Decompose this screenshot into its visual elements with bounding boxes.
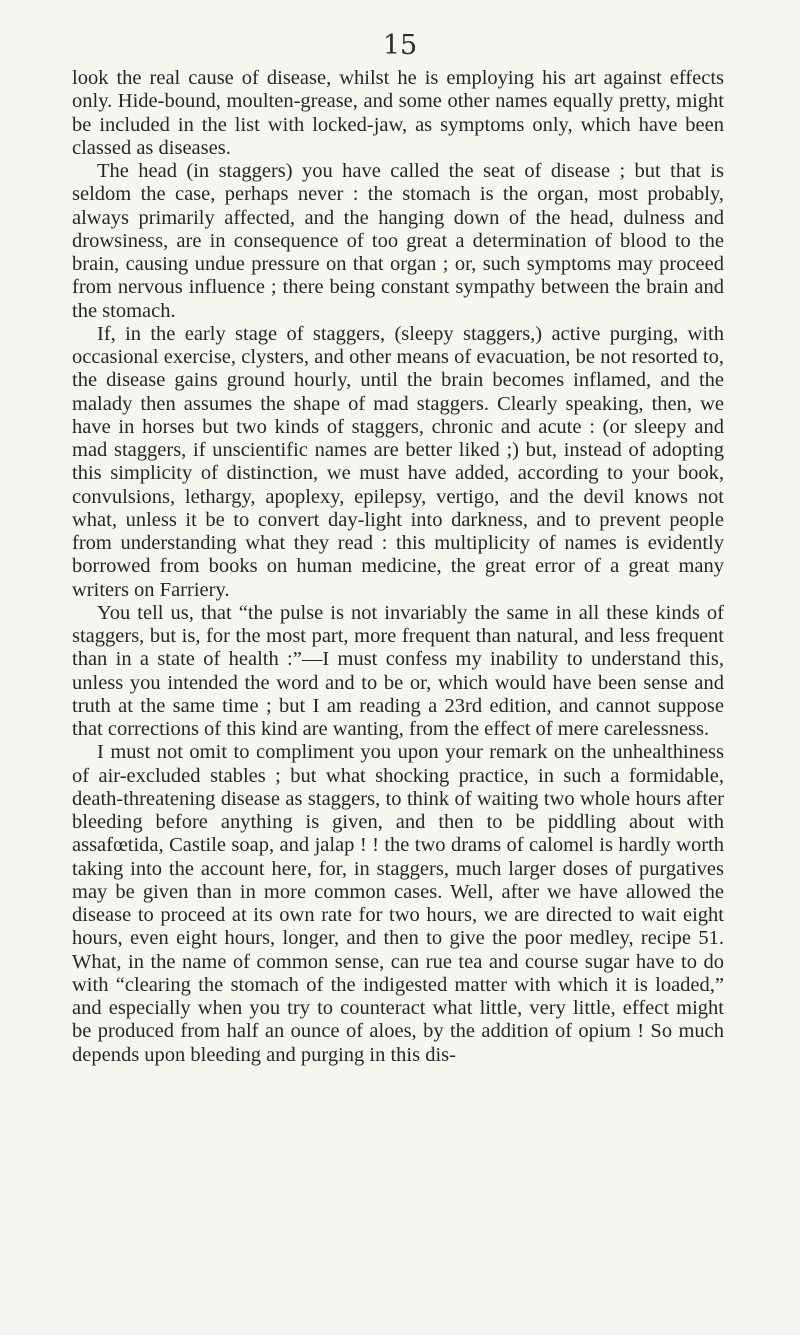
paragraph: look the real cause of disease, whilst he is employing his art against effects only. Hide-bound, moulten-grease, and some other names equally pretty, might be included in the list with locked-jaw, as symptoms only, which have been classed as diseases. xyxy=(72,67,724,159)
body-text xyxy=(72,67,724,1067)
paragraph: You tell us, that “the pulse is not invariably the same in all these kinds of staggers, but is, for the most part, more frequent than natural, and less frequent than in a state of health :”—I must confess my inability to understand this, unless you intended the word and to be or, which would have been sense and truth at the same time ; but I am reading a 23rd edition, and cannot suppose that corrections of this kind are wanting, from the effect of mere carelessness. xyxy=(72,601,724,740)
page-number: 15 xyxy=(382,30,418,61)
paragraph: The head (in staggers) you have called the seat of disease ; but that is seldom the case, perhaps never : the stomach is the organ, most probably, always primarily affected, and the hanging down of the head, dulness and drowsiness, are in consequence of too great a determination of blood to the brain, causing undue pressure on that organ ; or, such symptoms may proceed from nervous influence ; there being constant sympathy between the brain and the stomach. xyxy=(72,160,724,322)
paragraph: If, in the early stage of staggers, (sleepy staggers,) active purging, with occasional exercise, clysters, and other means of evacuation, be not resorted to, the disease gains ground hourly, until the brain becomes inflamed, and the malady then assumes the shape of mad staggers. Clearly speaking, then, we have in horses but two kinds of staggers, chronic and acute : (or sleepy and mad staggers, if unscientific names are better liked ;) but, instead of adopting this simplicity of distinction, we must have added, according to your book, convulsions, lethargy, apoplexy, epilepsy, vertigo, and the devil knows not what, unless it be to convert day-light into darkness, and to prevent people from understanding what they read : this multiplicity of names is evidently borrowed from books on human medicine, the great error of a great many writers on Farriery. xyxy=(72,322,724,601)
paragraph: I must not omit to compliment you upon your remark on the unhealthiness of air-excluded stables ; but what shocking practice, in such a formidable, death-threatening disease as staggers, to think of waiting two whole hours after bleeding before anything is given, and then to be piddling about with assafœtida, Castile soap, and jalap ! ! the two drams of calomel is hardly worth taking into the account here, for, in staggers, much larger doses of purgatives may be given than in more common cases. Well, after we have allowed the disease to proceed at its own rate for two hours, we are directed to wait eight hours, even eight hours, longer, and then to give the poor medley, recipe 51. What, in the name of common sense, can rue tea and course sugar have to do with “clearing the stomach of the indigested matter with which it is loaded,” and especially when you try to counteract what little, very little, effect might be produced from half an ounce of aloes, by the addition of opium ! So much depends upon bleeding and purging in this dis- xyxy=(72,741,724,1066)
